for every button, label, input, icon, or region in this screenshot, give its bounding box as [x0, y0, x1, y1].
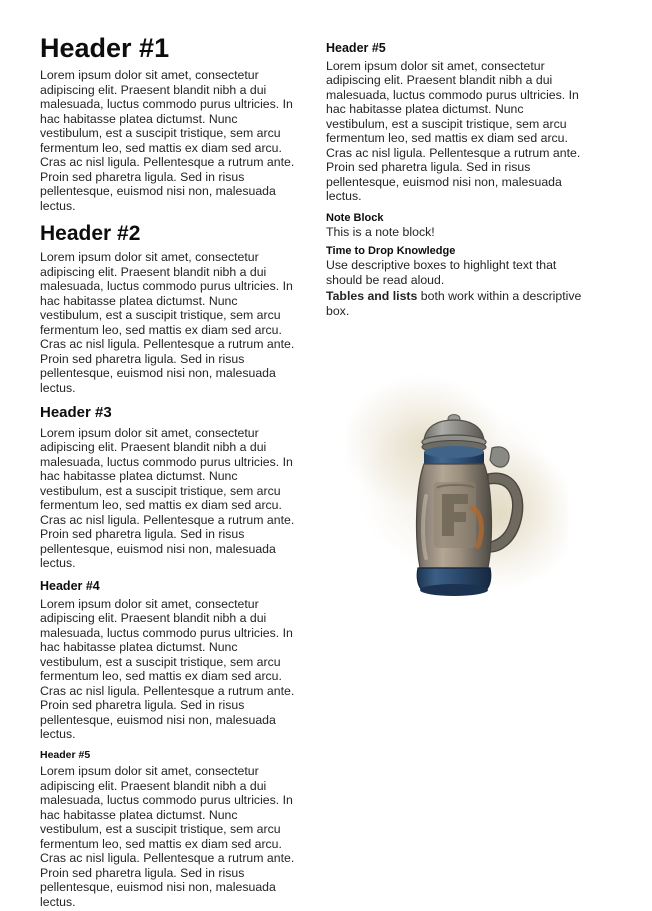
stein-base-shadow	[420, 584, 488, 596]
left-column	[40, 34, 302, 911]
body-paragraph: Lorem ipsum dolor sit amet, consectetur adipiscing elit. Praesent blandit nibh a dui malesuada, luctus commodo purus ultricies. In hac habitasse platea dictumst. Nunc vestibulum, est a suscipit tristique, sem arcu fermentum leo, sed mattis ex diam sed arcu. Cras ac nisl ligula. Pellentesque a rutrum ante. Proin sed pharetra ligula. Sed in risus pellentesque, euismod nisi non, malesuada lectus.	[40, 596, 295, 742]
note-block-text: This is a note block!	[326, 224, 435, 239]
body-paragraph: Lorem ipsum dolor sit amet, consectetur adipiscing elit. Praesent blandit nibh a dui malesuada, luctus commodo purus ultricies. In hac habitasse platea dictumst. Nunc vestibulum, est a suscipit tristique, sem arcu fermentum leo, sed mattis ex diam sed arcu. Cras ac nisl ligula. Pellentesque a rutrum ante. Proin sed pharetra ligula. Sed in risus pellentesque, euismod nisi non, malesuada lectus.	[326, 58, 581, 204]
body-paragraph: Lorem ipsum dolor sit amet, consectetur adipiscing elit. Praesent blandit nibh a dui malesuada, luctus commodo purus ultricies. In hac habitasse platea dictumst. Nunc vestibulum, est a suscipit tristique, sem arcu fermentum leo, sed mattis ex diam sed arcu. Cras ac nisl ligula. Pellentesque a rutrum ante. Proin sed pharetra ligula. Sed in risus pellentesque, euismod nisi non, malesuada lectus.	[40, 764, 295, 909]
section-heading-right: Header #5	[326, 41, 386, 55]
descriptive-block-emphasis-line	[326, 289, 588, 318]
section-heading-5: Header #5	[40, 748, 91, 761]
body-paragraph: Lorem ipsum dolor sit amet, consectetur adipiscing elit. Praesent blandit nibh a dui malesuada, luctus commodo purus ultricies. In hac habitasse platea dictumst. Nunc vestibulum, est a suscipit tristique, sem arcu fermentum leo, sed mattis ex diam sed arcu. Cras ac nisl ligula. Pellentesque a rutrum ante. Proin sed pharetra ligula. Sed in risus pellentesque, euismod nisi non, malesuada lectus.	[40, 425, 295, 571]
descriptive-block-text: Use descriptive boxes to highlight text that should be read aloud.	[326, 258, 557, 287]
page-title: Header #1	[40, 33, 170, 63]
descriptive-block-emphasis: Tables and lists	[326, 289, 418, 304]
section-heading-3: Header #3	[40, 404, 112, 422]
descriptive-block-text-after: both work within a descriptive box.	[326, 289, 582, 318]
stein-handle	[488, 473, 523, 552]
stein-collar-top	[424, 446, 484, 458]
note-block-title: Note Block	[326, 211, 384, 224]
beer-stein-illustration	[342, 356, 572, 626]
body-paragraph: Lorem ipsum dolor sit amet, consectetur adipiscing elit. Praesent blandit nibh a dui malesuada, luctus commodo purus ultricies. In hac habitasse platea dictumst. Nunc vestibulum, est a suscipit tristique, sem arcu fermentum leo, sed mattis ex diam sed arcu. Cras ac nisl ligula. Pellentesque a rutrum ante. Proin sed pharetra ligula. Sed in risus pellentesque, euismod nisi non, malesuada lectus.	[40, 250, 295, 395]
beer-stein-icon	[342, 356, 572, 626]
section-heading-2: Header #2	[40, 222, 141, 246]
right-column	[326, 34, 588, 626]
stein-thumb-lever	[490, 447, 509, 467]
descriptive-block-title: Time to Drop Knowledge	[326, 245, 456, 258]
two-column-layout	[40, 34, 612, 911]
body-paragraph: Lorem ipsum dolor sit amet, consectetur adipiscing elit. Praesent blandit nibh a dui malesuada, luctus commodo purus ultricies. In hac habitasse platea dictumst. Nunc vestibulum, est a suscipit tristique, sem arcu fermentum leo, sed mattis ex diam sed arcu. Cras ac nisl ligula. Pellentesque a rutrum ante. Proin sed pharetra ligula. Sed in risus pellentesque, euismod nisi non, malesuada lectus.	[40, 68, 295, 213]
section-heading-4: Header #4	[40, 578, 100, 593]
